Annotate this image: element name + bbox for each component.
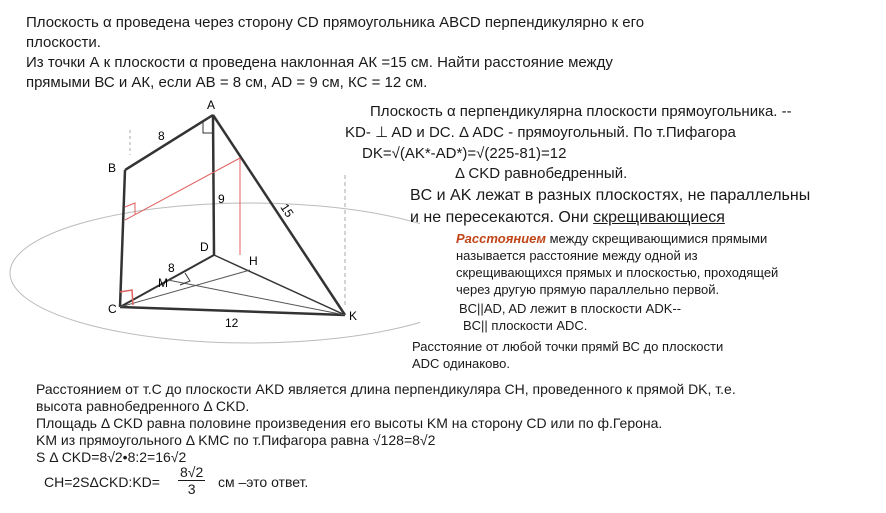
solution-line-3: Площадь Δ CKD равна половине произведения его высоты KM на сторону CD или по ф.Герона. [36,415,663,431]
construction-line [125,158,240,220]
edge-ab [125,115,213,170]
solution-line-2: высота равнобедренного Δ CKD. [36,398,250,414]
label-d: D [200,240,209,254]
segment-ch [120,270,250,307]
right-angle-mark [180,273,190,285]
edge-bc [120,170,125,307]
definition-line-2: называется расстояние между одной из [456,248,698,263]
fraction-denominator: 3 [187,481,196,497]
label-b: B [108,161,117,175]
label-k: K [349,309,358,323]
label-c: C [108,302,117,316]
label-a: A [207,98,216,112]
label-h: H [249,254,258,268]
parallel-line-2: BC|| плоскости ADC. [463,318,588,333]
note-line-4: Δ CKD равнобедренный. [455,165,628,182]
length-cd: 8 [168,261,175,275]
note-line-1: Плоскость α перпендикулярна плоскости прямоугольника. -- [370,103,792,120]
answer-rhs: см –это ответ. [218,474,309,490]
fraction-numerator: 8√2 [180,464,204,480]
length-ad: 9 [218,192,225,206]
length-ck: 12 [225,316,239,330]
problem-line-2: плоскости. [26,34,101,51]
label-m: M [158,276,168,290]
length-ak: 15 [277,201,297,220]
problem-line-1: Плоскость α проведена через сторону CD прямоугольника ABCD перпендикулярно к его [26,14,645,31]
distance-line-1: Расстояние от любой точки прямй ВС до плоскости [412,339,724,354]
note-line-5: BC и AK лежат в разных плоскостях, не параллельны [410,187,811,204]
definition-text: между скрещивающимися прямыми [545,231,768,246]
definition-term: Расстоянием [456,231,546,246]
problem-line-3: Из точки А к плоскости α проведена наклонная АК =15 см. Найти расстояние между [26,54,613,71]
parallel-line-1: BC||AD, AD лежит в плоскости ADK-- [459,301,682,316]
note-line-6 [410,209,725,227]
skew-lines-term: скрещивающиеся [593,209,725,226]
definition-line-3: скрещивающихся прямых и плоскостью, проходящей [456,265,779,280]
definition-line-1 [456,232,767,247]
distance-line-2: ADC одинаково. [412,356,510,371]
length-ab: 8 [158,129,165,143]
solution-line-4: KM из прямоугольного Δ KMC по т.Пифагора равна √128=8√2 [36,432,436,448]
definition-line-4: через другую прямую параллельно первой. [456,282,720,297]
answer-lhs: CH=2SΔCKD:KD= [44,474,160,490]
right-angle-mark [203,121,213,133]
problem-line-4: прямыми ВС и АК, если АВ = 8 см, AD = 9 см, КС = 12 см. [26,74,428,91]
solution-line-5: S Δ CKD=8√2•8:2=16√2 [36,449,187,465]
solution-line-1: Расстоянием от т.С до плоскости AKD является длина перпендикуляра CH, проведенного к прямой DK, т.е. [36,381,736,397]
note-line-6-text: и не пересекаются. Они [410,209,594,226]
note-line-3: DK=√(AK*-AD*)=√(225-81)=12 [362,145,567,162]
edge-ad [213,115,214,255]
answer-fraction [178,464,205,497]
note-line-2: KD- ⊥ AD и DC. Δ ADC - прямоугольный. По т.Пифагора [345,124,736,141]
